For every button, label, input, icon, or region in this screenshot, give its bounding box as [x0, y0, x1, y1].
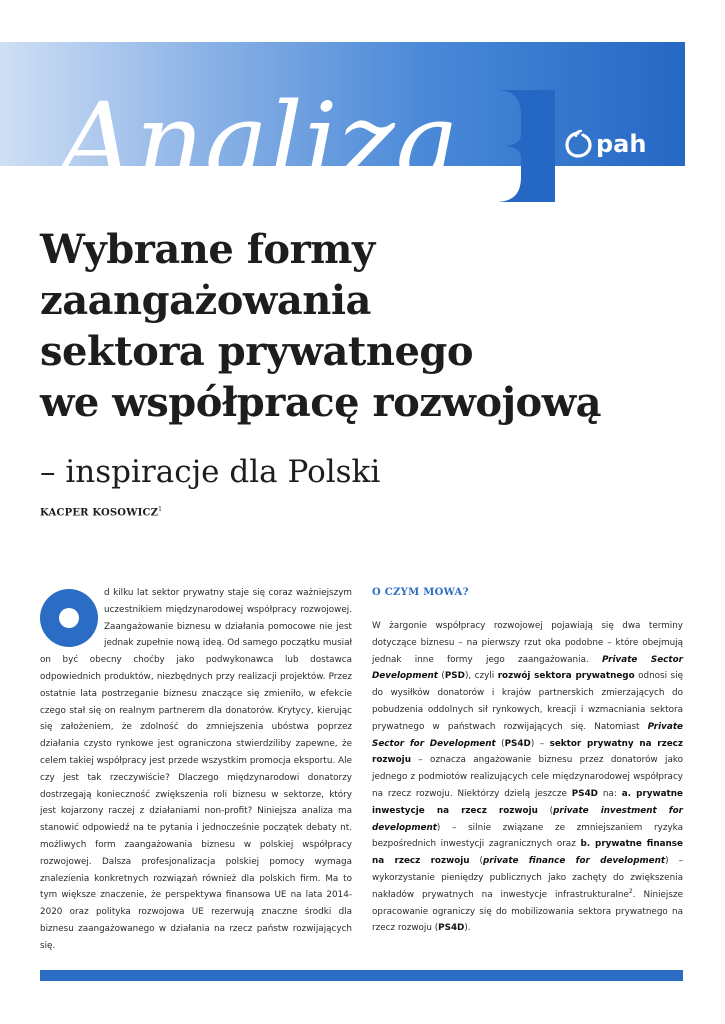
title-line: sektora prywatnego — [40, 328, 474, 375]
article-title — [40, 224, 700, 428]
curly-brace-icon — [495, 90, 555, 202]
term-psd: Private Sector Development — [372, 654, 683, 682]
abbr-ps4d: PS4D — [571, 788, 598, 799]
term-ps4d: Private Sector for Development — [372, 721, 683, 749]
term-b-en: private finance for development — [483, 856, 666, 867]
pah-logo — [564, 128, 646, 160]
author-footnote-ref: 1 — [158, 506, 163, 513]
article-subtitle: – inspiracje dla Polski — [40, 454, 381, 490]
term-b: b. prywatne finanse na rzecz rozwoju — [372, 839, 683, 867]
pah-logo-text: pah — [596, 130, 647, 158]
title-line: we współpracę rozwojową — [40, 379, 602, 426]
definition-paragraph: W żargonie współpracy rozwojowej pojawiają się dwa terminy dotyczące biznesu – na pierwszy rzut oka podobne – które obejmują jednak inne formy jego zaangażowania. Private Sector Development (PSD), czyli rozwój sektora prywatnego odnosi się do wysiłków donatorów i krajów partnerskich zmierzających do pobudzenia oddolnych sił rynkowych, kreacji i wzmacniania sektora prywatnego w państwach rozwijających się. Natomiast Private Sector for Development (PS4D) – sektor prywatny na rzecz rozwoju – oznacza angażowanie biznesu przez donatorów jako jednego z podmiotów realizujących cele międzynarodowej współpracy na rzecz rozwoju. Niektórzy dzielą jeszcze PS4D na: a. prywatne inwestycje na rzecz rozwoju (private investment for development) – silnie związane ze zmniejszaniem ryzyka bezpośrednich inwestycji zagranicznych oraz b. prywatne finanse na rzecz rozwoju (private finance for development) – wykorzystanie pieniędzy publicznych jako zachęty do zwiększenia nakładów prywatnych na inwestycje infrastrukturalne$^2$. Niniejsze opracowanie ograniczy się do mobilizowania sektora prywatnego na rzecz rozwoju (PS4D). — [372, 621, 684, 934]
term-psd-pl: rozwój sektora prywatnego — [497, 671, 635, 682]
dropcap-o-icon — [40, 589, 98, 647]
abbr-psd: PSD — [444, 671, 465, 682]
intro-column — [40, 585, 352, 955]
term-ps4d-pl: sektor prywatny na rzecz rozwoju — [372, 738, 684, 766]
header-banner — [0, 42, 685, 203]
title-line: zaangażowania — [40, 277, 371, 324]
title-line: Wybrane formy — [40, 226, 375, 273]
intro-paragraph: d kilku lat sektor prywatny staje się coraz ważniejszym uczestnikiem międzynarodowej współpracy rozwojowej. Zaangażowanie biznesu w działania pomocowe nie jest jednak zupełnie nową ideą. Od samego początku musiał on być obecny choćby jako podwykonawca lub dostawca odpowiednich produktów, niezbędnych przy realizacji projektów. Przez ostatnie lata postrzeganie biznesu znaczące się zmieniło, w efekcie czego stał się on realnym partnerem dla donatorów. Krytycy, kierując się założeniem, że zdolność do zmniejszenia ubóstwa poprzez działania czysto rynkowe jest ograniczona stwierdziliby zapewne, że celem takiej współpracy jest przede wszystkim promocja eksportu. Ale czy jest tak rzeczywiście? Dlaczego międzynarodowi donatorzy dostrzegają konieczność zwiększenia roli biznesu w sektorze, który jest kojarzony raczej z działaniami non-profit? Niniejsza analiza ma stanowić odpowiedź na te pytania i jednocześnie początek debaty nt. możliwych form zaangażowania biznesu w polskiej współpracy rozwojowej. Dalsza profesjonalizacja polskiej pomocy wymaga znalezienia konkretnych rozwiązań również dla polskich firm. Ma to tym większe znaczenie, że perspektywa finansowa UE na lata 2014-2020 oraz polityka rozwojowa UE rezerwują znaczne środki dla biznesu zaangażowanego w działania na rzecz państw rozwijających się. — [40, 588, 352, 951]
term-a: a. prywatne inwestycje na rzecz rozwoju — [372, 788, 683, 816]
sidebar-column — [372, 586, 683, 937]
term-a-en: private investment for development — [372, 805, 683, 833]
abbr-ps4d: PS4D — [438, 923, 465, 934]
section-heading: O CZYM MOWA? — [372, 587, 469, 598]
banner-word: Analiza — [58, 80, 460, 203]
footer-bar — [40, 970, 683, 981]
pah-logo-mark-icon — [564, 129, 594, 159]
abbr-ps4d: PS4D — [504, 738, 531, 749]
author-name: KACPER KOSOWICZ — [40, 507, 159, 519]
author-line — [40, 506, 162, 518]
footnote-ref: 2 — [628, 887, 633, 895]
